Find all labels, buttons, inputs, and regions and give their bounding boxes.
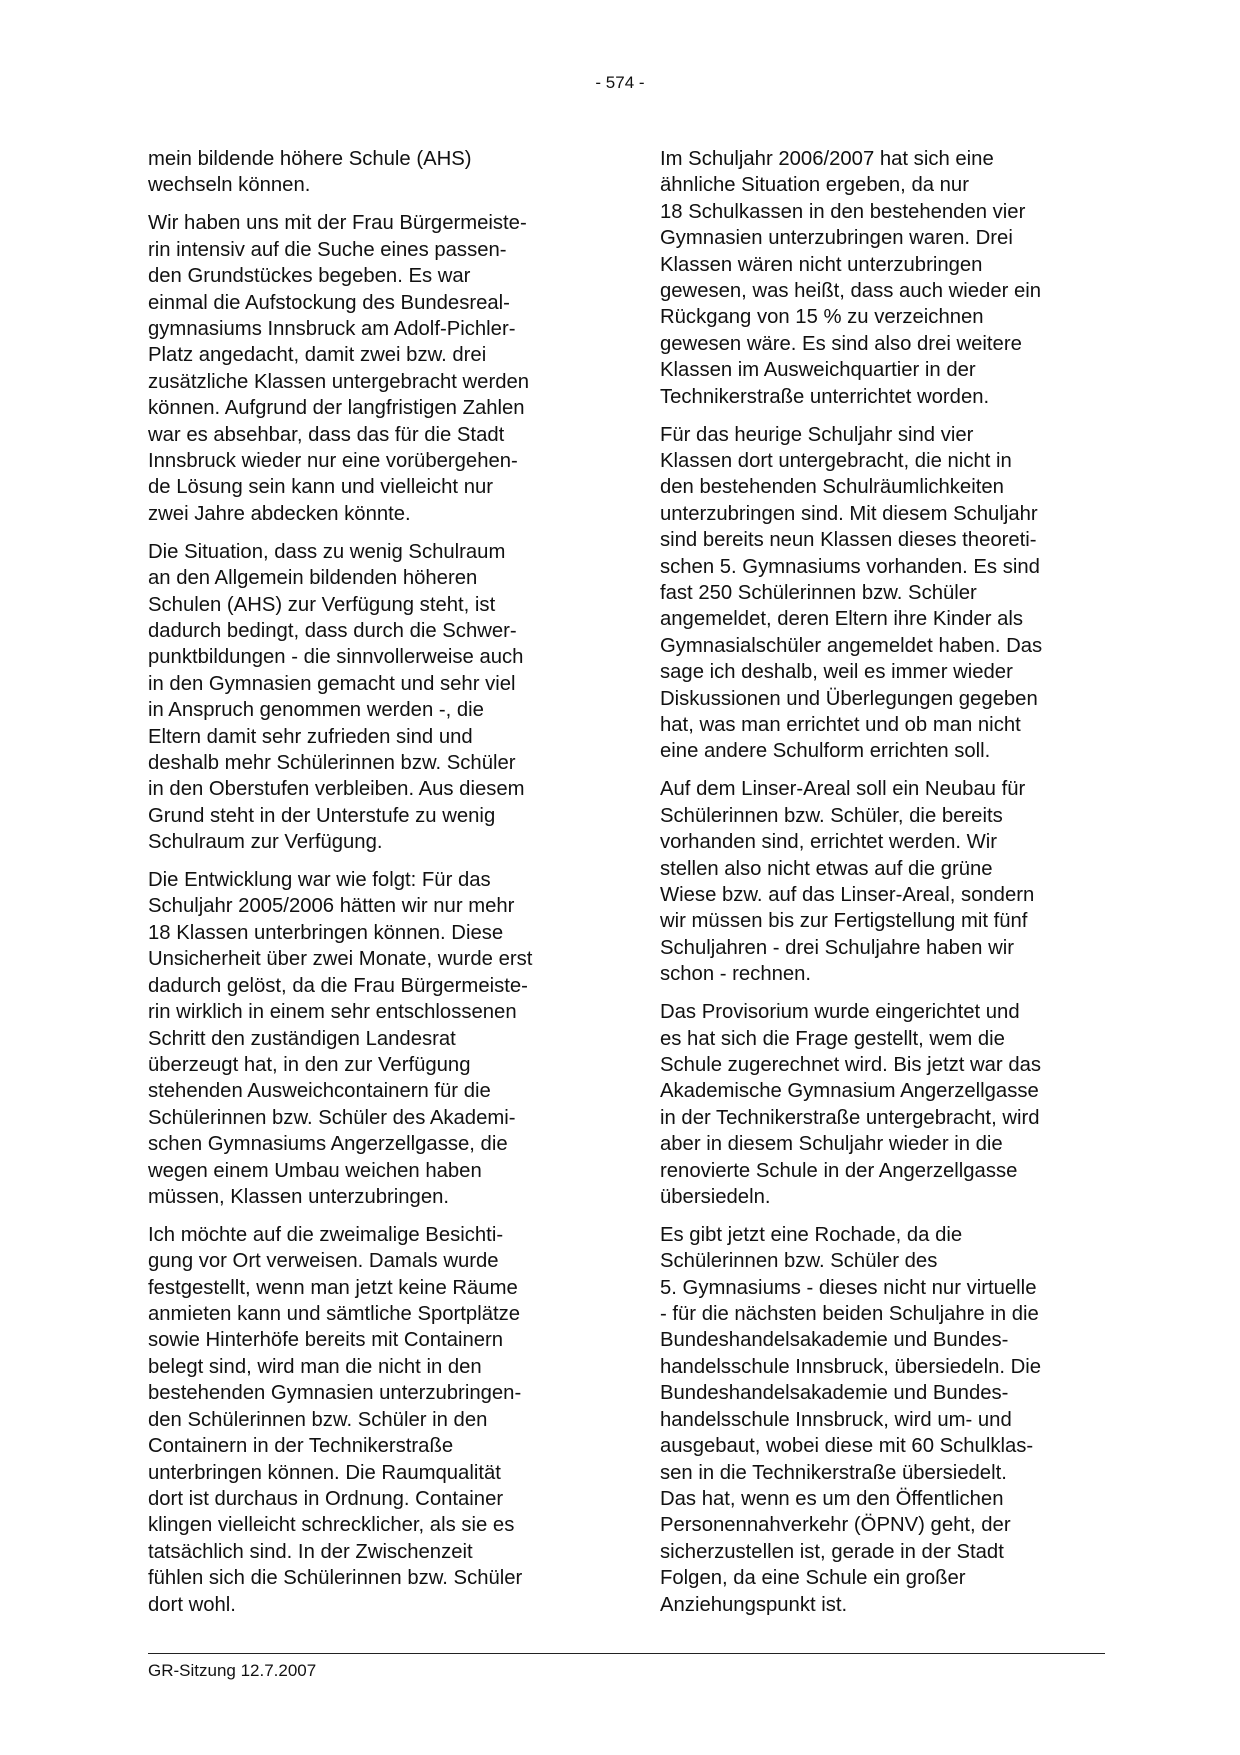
left-text-column (148, 146, 590, 1629)
paragraph: Ich möchte auf die zweimalige Besichti- gung vor Ort verweisen. Damals wurde festgestellt, wenn man jetzt keine Räume anmieten kann und sämtliche Sportplätze sowie Hinterhöfe bereits mit Containern belegt sind, wird man die nicht in den bestehenden Gymnasien unterzubringen- den Schülerinnen bzw. Schüler in den Containern in der Technikerstraße unterbringen können. Die Raumqualität dort ist durchaus in Ordnung. Container klingen vielleicht schrecklicher, als sie es tatsächlich sind. In der Zwischenzeit fühlen sich die Schülerinnen bzw. Schüler dort wohl. (148, 1223, 523, 1616)
paragraph: Im Schuljahr 2006/2007 hat sich eine ähnliche Situation ergeben, da nur 18 Schulkassen in den bestehenden vier Gymnasien unterzubringen waren. Drei Klassen wären nicht unterzubringen gewesen, was heißt, dass auch wieder ein Rückgang von 15 % zu verzeichnen gewesen wäre. Es sind also drei weitere Klassen im Ausweichquartier in der Technikerstraße unterrichtet worden. (660, 148, 1042, 408)
paragraph: Wir haben uns mit der Frau Bürgermeiste- rin intensiv auf die Suche eines passen- den Grundstückes begeben. Es war einmal die Aufstockung des Bundesreal- gymnasiums Innsbruck am Adolf-Pichler- Platz angedacht, damit zwei bzw. drei zusätzliche Klassen untergebracht werden können. Aufgrund der langfristigen Zahlen war es absehbar, dass das für die Stadt Innsbruck wieder nur eine vorübergehen- de Lösung sein kann und vielleicht nur zwei Jahre abdecken könnte. (148, 212, 530, 525)
page-number: - 574 - (595, 73, 645, 92)
paragraph: Es gibt jetzt eine Rochade, da die Schülerinnen bzw. Schüler des 5. Gymnasiums - dieses nicht nur virtuelle - für die nächsten beiden Schuljahre in die Bundeshandelsakademie und Bundes- handelsschule Innsbruck, übersiedeln. Die Bundeshandelsakademie und Bundes- handelsschule Innsbruck, wird um- und ausgebaut, wobei diese mit 60 Schulklas- sen in die Technikerstraße übersiedelt. Das hat, wenn es um den Öffentlichen Personennahverkehr (ÖPNV) geht, der sicherzustellen ist, gerade in der Stadt Folgen, da eine Schule ein großer Anziehungspunkt ist. (660, 1223, 1042, 1616)
right-text-column (660, 146, 1110, 1629)
paragraph: Das Provisorium wurde eingerichtet und es hat sich die Frage gestellt, wem die Schule zugerechnet wird. Bis jetzt war das Akademische Gymnasium Angerzellgasse in der Technikerstraße untergebracht, wird aber in diesem Schuljahr wieder in die renovierte Schule in der Angerzellgasse übersiedeln. (660, 1001, 1042, 1208)
paragraph: Für das heurige Schuljahr sind vier Klassen dort untergebracht, die nicht in den bestehenden Schulräumlichkeiten unterzubringen sind. Mit diesem Schuljahr sind bereits neun Klassen dieses theoreti- schen 5. Gymnasiums vorhanden. Es sind fast 250 Schülerinnen bzw. Schüler angemeldet, deren Eltern ihre Kinder als Gymnasialschüler angemeldet haben. Das sage ich deshalb, weil es immer wieder Diskussionen und Überlegungen gegeben hat, was man errichtet und ob man nicht eine andere Schulform errichten soll. (660, 423, 1043, 763)
paragraph: Die Entwicklung war wie folgt: Für das Schuljahr 2005/2006 hätten wir nur mehr 18 Klassen unterbringen können. Diese Unsicherheit über zwei Monate, wurde erst dadurch gelöst, da die Frau Bürgermeiste- rin wirklich in einem sehr entschlossenen Schritt den zuständigen Landesrat überzeugt hat, in den zur Verfügung stehenden Ausweichcontainern für die Schülerinnen bzw. Schüler des Akademi- schen Gymnasiums Angerzellgasse, die wegen einem Umbau weichen haben müssen, Klassen unterzubringen. (148, 869, 533, 1208)
paragraph: Auf dem Linser-Areal soll ein Neubau für Schülerinnen bzw. Schüler, die bereits vorhanden sind, errichtet werden. Wir stellen also nicht etwas auf die grüne Wiese bzw. auf das Linser-Areal, sondern wir müssen bis zur Fertigstellung mit fünf Schuljahren - drei Schuljahre haben wir schon - rechnen. (660, 778, 1035, 986)
footer-divider (148, 1653, 1105, 1654)
paragraph: mein bildende höhere Schule (AHS) wechseln können. (148, 148, 472, 197)
paragraph: Die Situation, dass zu wenig Schulraum an den Allgemein bildenden höheren Schulen (AHS) zur Verfügung steht, ist dadurch bedingt, dass durch die Schwer- punktbildungen - die sinnvollerweise auch in den Gymnasien gemacht und sehr viel in Anspruch genommen werden -, die Eltern damit sehr zufrieden sind und deshalb mehr Schülerinnen bzw. Schüler in den Oberstufen verbleiben. Aus diesem Grund steht in der Unterstufe zu wenig Schulraum zur Verfügung. (148, 540, 525, 854)
footer-session-label: GR-Sitzung 12.7.2007 (148, 1661, 317, 1680)
